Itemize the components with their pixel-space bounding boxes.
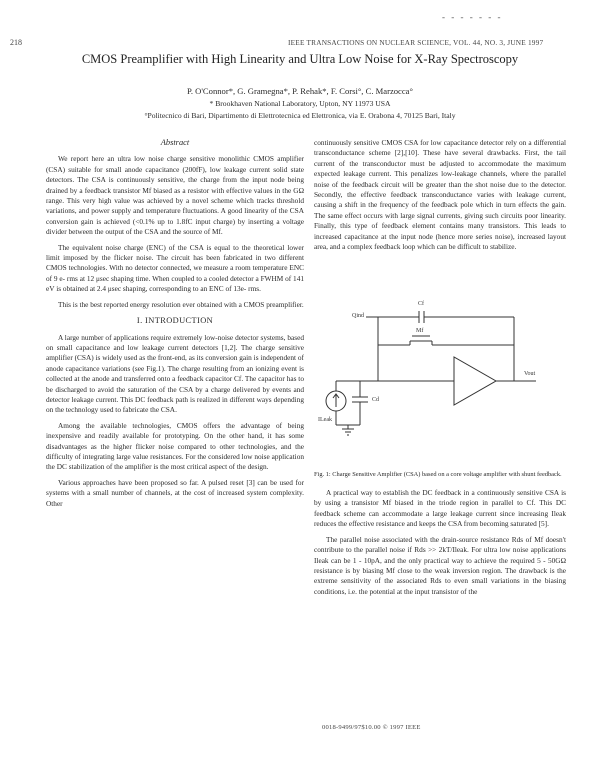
- mf-label: Mf: [416, 328, 424, 335]
- copyright-footer: 0018-9499/97$10.00 © 1997 IEEE: [322, 724, 421, 731]
- cf-label: Cf: [418, 301, 424, 308]
- intro-paragraph: A large number of applications require extremely low-noise detector systems, based on small capacitance and low leakage current detectors [1,2]. The charge sensitive amplifier (CSA) is widely used as the front-end, as its conversion gain is independent of anode capacitance variations (see Fig.1). The charge resulting from an ionizing event is collected at the anode and transferred onto a feedback capacitor Cf. The capacitor has to be discharged to avoid the saturation of the CSA by a charge delivered by events and detector leakage current. This DC feedback path is realized in different ways depending on the technology used to fabricate the CSA.: [46, 332, 304, 415]
- body-paragraph: The parallel noise associated with the drain-source resistance Rds of Mf doesn't contribute to the parallel noise if Rds >> 2kT/Ileak. For ultra low noise applications Ileak can be 1 - 10pA, and the only practical way to achieve the required 5 - 50GΩ resistance is by biasing Mf close to the weak inversion region. The drawback is the extreme sensitivity of the associated Rds to even small variations in the biasing conditions, i.e. the potential at the input transistor of the: [314, 534, 566, 596]
- author-list: P. O'Connor*, G. Gramegna*, P. Rehak*, F. Corsi°, C. Marzocca°: [187, 86, 413, 96]
- qind-label: Qind: [352, 313, 364, 320]
- running-head: IEEE TRANSACTIONS ON NUCLEAR SCIENCE, VOL. 44, NO. 3, JUNE 1997: [288, 38, 544, 47]
- amplifier-symbol: [454, 357, 496, 405]
- body-paragraph: continuously sensitive CMOS CSA for low capacitance detector rely on a differential transconductance scheme [2],[10]. These have several drawbacks. First, the tail current of the transconductor must be adjusted to accommodate the maximum expected leakage current. This penalizes low-leakage channels, where the parallel noise of the feedback circuit will be greater than the shot noise due to the detector. Secondly, the effective feedback transconductance varies with leakage current, causing a shift in the frequency of the feedback pole which in turn effects the gain. The same effect occurs with large signal currents, giving such circuits poor linearity. Finally, this type of feedback element contains many transistors. This leads to increased capacitance at the input node (hence more series noise), increased layout area, and a complex feedback loop which can be difficult to stabilize.: [314, 138, 566, 252]
- abstract-paragraph: This is the best reported energy resolution ever obtained with a CMOS preamplifier.: [58, 299, 304, 309]
- affiliation-bari: °Politecnico di Bari, Dipartimento di Elettrotecnica ed Elettronica, via E. Orabona 4, 70125 Bari, Italy: [144, 111, 456, 120]
- ileak-label: ILeak: [318, 417, 332, 424]
- page-number: 218: [10, 38, 22, 47]
- body-paragraph: A practical way to establish the DC feedback in a continuously sensitive CSA is by using a transistor Mf biased in the triode region in parallel to Cf. This DC feedback scheme can accommodate a large leakage current since increasing Ileak reduces the effective resistance and keeps the CSA from becoming saturated [5].: [314, 488, 566, 529]
- csa-circuit-diagram: [314, 257, 566, 467]
- abstract-heading: Abstract: [160, 138, 190, 147]
- paper-title: CMOS Preamplifier with High Linearity and Ultra Low Noise for X-Ray Spectroscopy: [81, 52, 519, 66]
- left-column: [46, 138, 304, 514]
- abstract-paragraph: We report here an ultra low noise charge sensitive monolithic CMOS amplifier (CSA) suitable for small anode capacitance (200fF), low leakage current solid state detectors. The CSA is continuously sensitive, the charge from the input node being drained by a feedback transistor Mf biased as a resistor with effective values in the GΩ range. This very high value was achieved by a novel scheme which tracks threshold variations, and power supply and temperature fluctuations. A good linearity of the CSA conversion gain is achieved (<0.1% up to 1.8fC input charge) by inserting a voltage divider between the output of the CSA and the source of Mf.: [46, 154, 304, 237]
- intro-paragraph: Various approaches have been proposed so far. A pulsed reset [3] can be used for systems with a small number of channels, at the cost of increased system complexity. Other: [46, 477, 304, 508]
- cd-label: Cd: [372, 397, 380, 404]
- abstract-paragraph: The equivalent noise charge (ENC) of the CSA is equal to the theoretical lower limit imposed by the flicker noise. The circuit has been fabricated in two different CMOS technologies. With no detector connected, we measure a room temperature ENC of 9 e- rms at 12 μsec shaping time. When coupled to a cooled detector a FWHM of 141 eV is obtained at 2.4 μsec shaping, corresponding to an ENC of 13e- rms.: [46, 242, 304, 294]
- vout-label: Vout: [524, 371, 536, 378]
- intro-paragraph: Among the available technologies, CMOS offers the advantage of being inexpensive and readily available for prototyping. On the other hand, it has some disadvantages as the higher flicker noise compared to other technologies, and the difficulty of integrating large value resistances. For the considered low noise application the DC stabilization of the amplifier is the most critical aspect of the design.: [46, 420, 304, 472]
- figure-csa-schematic: [314, 257, 566, 467]
- right-column: [314, 138, 566, 602]
- figure-caption: Fig. 1: Charge Sensitive Amplifier (CSA) based on a core voltage amplifier with shunt feedback.: [314, 471, 562, 479]
- affiliation-bnl: * Brookhaven National Laboratory, Upton, NY 11973 USA: [209, 99, 391, 108]
- page-top-marks: - - - - - - -: [442, 12, 503, 22]
- section-heading-introduction: I. INTRODUCTION: [136, 316, 214, 326]
